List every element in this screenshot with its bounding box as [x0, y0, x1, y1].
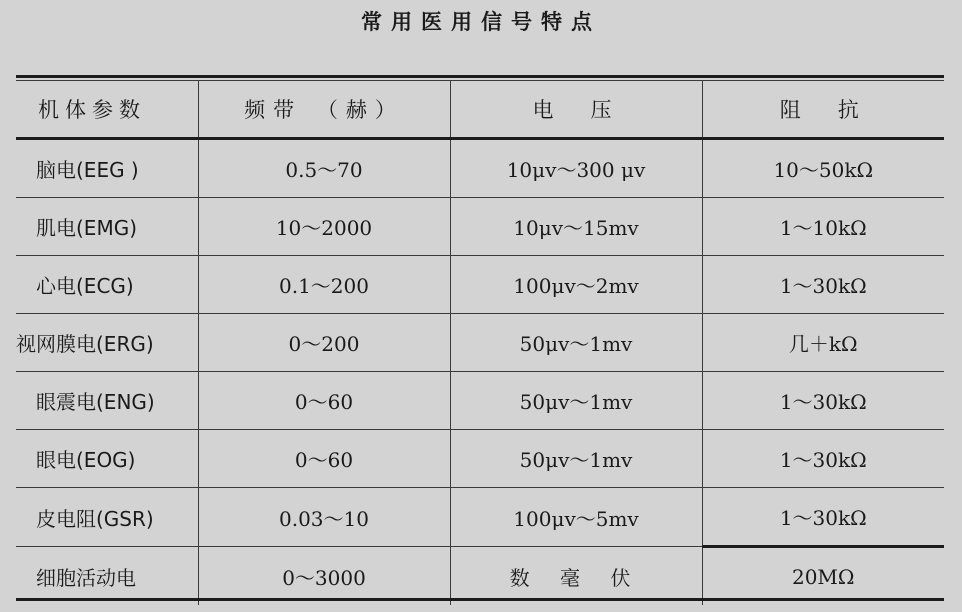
row-voltage: 100μv～5mv [450, 488, 702, 547]
row-name: 脑电(EEG ) [16, 139, 198, 198]
row-name: 眼震电(ENG) [16, 372, 198, 430]
row-band: 0.5～70 [198, 139, 450, 198]
row-voltage: 50μv～1mv [450, 430, 702, 488]
table-row [16, 198, 944, 256]
row-voltage: 50μv～1mv [450, 314, 702, 372]
row-band: 0～200 [198, 314, 450, 372]
row-band: 0～60 [198, 430, 450, 488]
row-name: 眼电(EOG) [16, 430, 198, 488]
signal-table [16, 80, 944, 605]
header-voltage: 电 压 [450, 81, 702, 139]
row-voltage: 数 毫 伏 [450, 547, 702, 606]
bottom-rule [16, 598, 944, 601]
row-voltage: 50μv～1mv [450, 372, 702, 430]
row-band: 0.03～10 [198, 488, 450, 547]
table-row [16, 488, 944, 547]
row-band: 0～3000 [198, 547, 450, 606]
row-name: 心电(ECG) [16, 256, 198, 314]
row-impedance: 1～30kΩ [702, 488, 944, 547]
row-band: 10～2000 [198, 198, 450, 256]
row-name: 视网膜电(ERG) [16, 314, 198, 372]
row-impedance: 10～50kΩ [702, 139, 944, 198]
row-voltage: 10μv～15mv [450, 198, 702, 256]
table-row [16, 547, 944, 606]
row-name: 细胞活动电 [16, 547, 198, 606]
row-band: 0.1～200 [198, 256, 450, 314]
top-rule [16, 75, 944, 78]
row-impedance: 几＋kΩ [702, 314, 944, 372]
table-row [16, 256, 944, 314]
header-param: 机体参数 [16, 81, 198, 139]
header-impedance: 阻 抗 [702, 81, 944, 139]
row-name: 皮电阻(GSR) [16, 488, 198, 547]
table-row [16, 314, 944, 372]
row-band: 0～60 [198, 372, 450, 430]
row-impedance: 1～30kΩ [702, 372, 944, 430]
table-row [16, 372, 944, 430]
row-impedance: 20MΩ [702, 547, 944, 606]
row-impedance: 1～30kΩ [702, 256, 944, 314]
row-impedance: 1～30kΩ [702, 430, 944, 488]
header-row [16, 81, 944, 139]
table-row [16, 139, 944, 198]
header-band: 频带 （赫） [198, 81, 450, 139]
row-voltage: 100μv～2mv [450, 256, 702, 314]
row-name: 肌电(EMG) [16, 198, 198, 256]
row-voltage: 10μv～300 μv [450, 139, 702, 198]
row-impedance: 1～10kΩ [702, 198, 944, 256]
table-title: 常用医用信号特点 [361, 10, 601, 34]
table-row [16, 430, 944, 488]
